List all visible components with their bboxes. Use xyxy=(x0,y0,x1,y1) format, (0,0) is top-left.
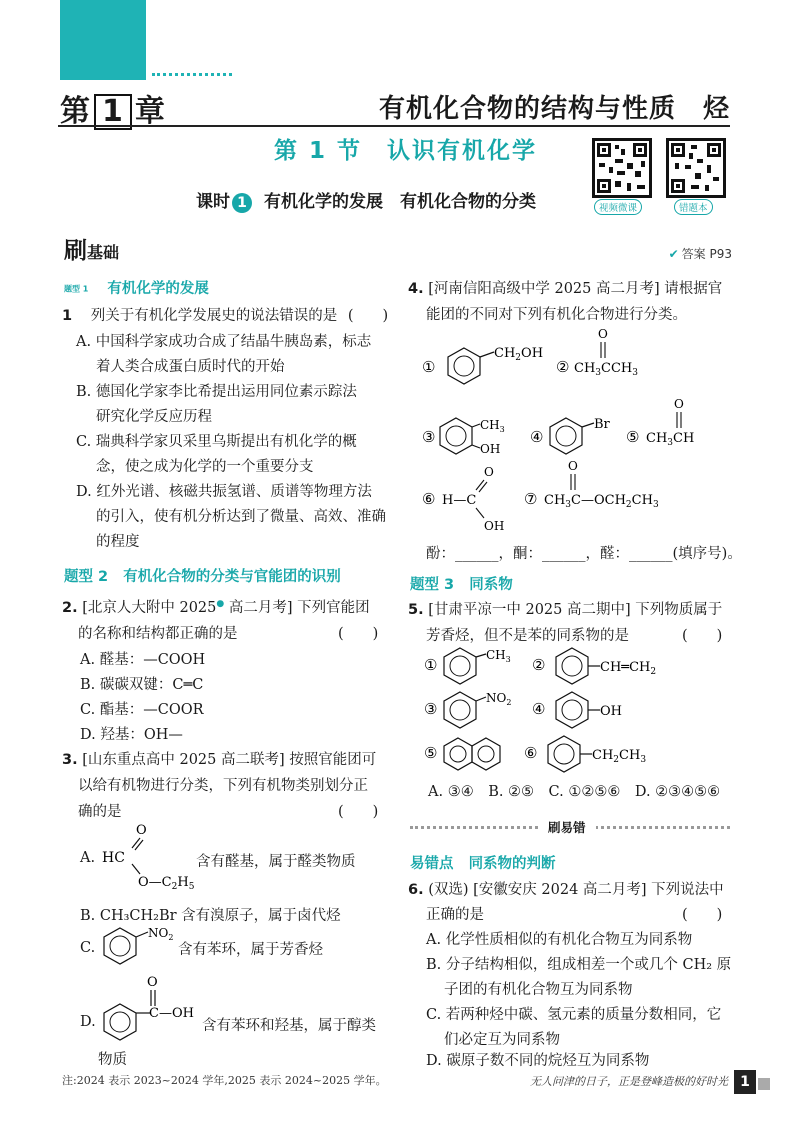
q1-stem xyxy=(62,304,388,325)
q1-answer-paren: ( ) xyxy=(347,308,389,324)
svg-text:O: O xyxy=(147,975,158,990)
q2-option-b: B. 碳碳双键：C═C xyxy=(80,677,204,693)
q1-number: 1 xyxy=(62,308,73,324)
lesson-title xyxy=(196,187,536,213)
q2-stem xyxy=(62,596,370,617)
q3-option-a-label: A. xyxy=(80,850,96,866)
svg-text:OH: OH xyxy=(600,704,622,719)
topic-2-title: 有机化合物的分类与官能团的识别 xyxy=(123,569,341,585)
q2-answer-paren: ( ) xyxy=(338,626,379,642)
svg-text:CH3: $CH_3$ xyxy=(486,648,511,664)
svg-text:H—C: H—C xyxy=(442,493,477,508)
topic-1-title: 有机化学的发展 xyxy=(107,281,209,297)
q6-option-d: D. 碳原子数不同的烷烃互为同系物 xyxy=(426,1053,650,1069)
chapter-label xyxy=(60,86,166,130)
svg-text:Br: Br xyxy=(594,417,610,432)
qr-code-mistakes-icon[interactable] xyxy=(666,138,726,198)
q6-stem xyxy=(408,878,724,899)
q2-option-c: C. 酯基：—COOR xyxy=(80,702,204,718)
svg-text:CH3CH: $CH_3CH$ xyxy=(646,431,695,448)
q1-option-c: C. 瑞典科学家贝采里乌斯提出有机化学的概 xyxy=(76,434,357,450)
svg-text:O—C2H5: $O—C_2H_5$ xyxy=(138,875,195,892)
q5-answer-paren: ( ) xyxy=(682,628,723,644)
page-decoration xyxy=(758,1078,770,1090)
lesson-number: 1 xyxy=(232,193,252,213)
q5-number: 5. xyxy=(408,602,424,618)
footer-motto: 无人问津的日子，正是登峰造极的好时光 xyxy=(530,1075,728,1088)
q3-option-a-structure xyxy=(98,820,198,892)
chapter-divider xyxy=(58,125,730,127)
q6-option-a: A. 化学性质相似的有机化合物互为同系物 xyxy=(426,932,693,948)
basics-title-small: 基础 xyxy=(87,243,120,262)
q6-stem-a: (双选) [安徽安庆 2024 高二月考] 下列说法中 xyxy=(428,882,724,898)
svg-text:OH: OH xyxy=(484,519,505,533)
lesson-prefix: 课时 xyxy=(196,192,230,212)
mistake-point-heading xyxy=(410,852,556,873)
basics-heading xyxy=(64,232,119,265)
svg-text:OH: OH xyxy=(480,442,501,456)
topic-2-label: 题型 2 xyxy=(64,569,109,585)
mistakes-tag: 刷易错 xyxy=(538,816,596,838)
qr-code-video-icon[interactable] xyxy=(592,138,652,198)
topic-1-label: 题型 1 xyxy=(64,284,89,294)
q4-stem-line2: 能团的不同对下列有机化合物进行分类。 xyxy=(426,307,687,323)
answer-reference xyxy=(669,245,732,262)
header-dots xyxy=(152,73,232,76)
svg-text:HC: HC xyxy=(102,850,125,866)
mistake-point-title: 同系物的判断 xyxy=(468,856,556,872)
topic-3-label: 题型 3 xyxy=(410,577,455,593)
basics-title-big: 刷 xyxy=(64,238,87,264)
svg-text:⑥: ⑥ xyxy=(422,490,436,508)
svg-text:CH2CH3: $CH_2CH_3$ xyxy=(592,748,647,765)
svg-text:④: ④ xyxy=(532,700,546,718)
mistake-point-label: 易错点 xyxy=(410,856,454,872)
q3-option-d-text2: 物质 xyxy=(98,1052,127,1068)
svg-text:CH3CCH3: $CH_3CCH_3$ xyxy=(574,361,638,378)
q2-stem-c: 的名称和结构都正确的是 xyxy=(78,626,238,642)
q2-number: 2. xyxy=(62,600,78,616)
svg-text:CH3C—OCH2CH3: $CH_3C—OCH_2CH_3$ xyxy=(544,493,659,510)
svg-text:⑤: ⑤ xyxy=(626,428,640,446)
q3-stem-line3: 确的是 xyxy=(78,804,122,820)
q4-structures xyxy=(420,326,740,536)
q6-option-c-cont: 们必定互为同系物 xyxy=(444,1032,560,1048)
svg-text:O: O xyxy=(674,397,684,411)
q1-option-c-cont: 念，使之成为化学的一个重要分支 xyxy=(96,459,314,475)
info-icon: ● xyxy=(216,599,225,610)
lesson-title-text: 有机化学的发展 有机化合物的分类 xyxy=(264,192,536,212)
svg-text:③: ③ xyxy=(422,428,436,446)
q1-option-a-cont: 着人类合成蛋白质时代的开始 xyxy=(96,359,285,375)
svg-text:O: O xyxy=(568,459,578,473)
svg-text:O: O xyxy=(136,823,147,838)
chapter-number: 1 xyxy=(94,94,132,130)
q1-option-b: B. 德国化学家李比希提出运用同位素示踪法 xyxy=(76,384,357,400)
svg-text:O: O xyxy=(484,465,494,479)
q2-option-a: A. 醛基：—COOH xyxy=(80,652,206,668)
svg-text:O: O xyxy=(598,327,608,341)
footer-note: 注:2024 表示 2023~2024 学年,2025 表示 2024~2025 学年。 xyxy=(62,1074,387,1087)
svg-text:⑦: ⑦ xyxy=(524,490,538,508)
topic-1-heading xyxy=(64,277,209,298)
svg-text:CH2OH: $CH_2OH$ xyxy=(494,346,544,363)
svg-text:⑤: ⑤ xyxy=(424,744,438,762)
q4-number: 4. xyxy=(408,281,424,297)
q4-blank-line[interactable]: 酚：______，酮：______，醛：______(填序号)。 xyxy=(426,546,742,562)
q4-stem-a: [河南信阳高级中学 2025 高二月考] 请根据官 xyxy=(428,281,723,297)
q3-option-d-structure xyxy=(98,974,202,1044)
topic-3-title: 同系物 xyxy=(469,577,513,593)
svg-text:④: ④ xyxy=(530,428,544,446)
q2-option-d: D. 羟基：OH— xyxy=(80,727,183,743)
q5-stem-line2: 芳香烃，但不是苯的同系物的是 xyxy=(426,628,629,644)
svg-text:⑥: ⑥ xyxy=(524,744,538,762)
check-icon: ✔ xyxy=(668,247,679,261)
q3-stem-a: [山东重点高中 2025 高二联考] 按照官能团可 xyxy=(82,752,377,768)
svg-text:CH3: $CH_3$ xyxy=(480,418,505,434)
q3-option-b: B. CH₃CH₂Br 含有溴原子，属于卤代烃 xyxy=(80,908,341,924)
svg-text:②: ② xyxy=(556,358,570,376)
q6-stem-line2: 正确的是 xyxy=(426,907,484,923)
q6-option-c: C. 若两种烃中碳、氢元素的质量分数相同，它 xyxy=(426,1007,722,1023)
qr-label-video: 视频微课 xyxy=(594,199,642,215)
q5-structures xyxy=(420,644,740,774)
svg-text:①: ① xyxy=(422,358,436,376)
q1-stem-text: 列关于有机化学发展史的说法错误的是 xyxy=(90,308,338,324)
topic-3-heading xyxy=(410,573,513,594)
svg-text:③: ③ xyxy=(424,700,438,718)
q4-stem xyxy=(408,277,722,298)
q2-stem-line2 xyxy=(78,622,238,643)
q6-option-b: B. 分子结构相似，组成相差一个或几个 CH₂ 原 xyxy=(426,957,732,973)
svg-text:②: ② xyxy=(532,656,546,674)
svg-text:NO2: $NO_2$ xyxy=(486,691,512,707)
q3-option-c-structure xyxy=(98,924,180,968)
q3-answer-paren: ( ) xyxy=(338,804,379,820)
q5-options: A. ③④ B. ②⑤ C. ①②⑤⑥ D. ②③④⑤⑥ xyxy=(428,784,721,800)
svg-text:CH═CH2: $CH═CH_2$ xyxy=(600,660,657,677)
q3-stem xyxy=(62,748,376,769)
q1-option-d: D. 红外光谱、核磁共振氢谱、质谱等物理方法 xyxy=(76,484,372,500)
topic-2-heading xyxy=(64,565,341,586)
page-number: 1 xyxy=(734,1070,756,1094)
svg-text:①: ① xyxy=(424,656,438,674)
q1-option-d-cont2: 的程度 xyxy=(96,534,140,550)
answer-ref-text: 答案 P93 xyxy=(681,247,732,261)
q3-number: 3. xyxy=(62,752,78,768)
q3-option-d-label: D. xyxy=(80,1014,96,1030)
q6-number: 6. xyxy=(408,882,424,898)
q5-stem xyxy=(408,598,722,619)
q1-option-a: A. 中国科学家成功合成了结晶牛胰岛素，标志 xyxy=(76,334,372,350)
q6-option-b-cont: 子团的有机化合物互为同系物 xyxy=(444,982,633,998)
section-title: 第 1 节 认识有机化学 xyxy=(274,138,538,164)
header-color-block xyxy=(60,0,146,80)
q3-option-c-label: C. xyxy=(80,940,96,956)
q3-option-a-text: 含有醛基，属于醛类物质 xyxy=(196,854,356,870)
q3-stem-line2: 以给有机物进行分类，下列有机物类别划分正 xyxy=(78,778,368,794)
q3-option-d-text: 含有苯环和羟基，属于醇类 xyxy=(202,1018,376,1034)
q5-stem-a: [甘肃平凉一中 2025 高二期中] 下列物质属于 xyxy=(428,602,723,618)
qr-label-mistakes: 错题本 xyxy=(674,199,713,215)
svg-text:NO2: $NO_2$ xyxy=(148,926,174,942)
q3-option-c-text: 含有苯环，属于芳香烃 xyxy=(178,942,323,958)
q1-option-b-cont: 研究化学反应历程 xyxy=(96,409,212,425)
chapter-suffix: 章 xyxy=(134,94,166,129)
q2-stem-a: [北京人大附中 2025 xyxy=(82,600,217,616)
svg-text:C—OH: C—OH xyxy=(149,1006,194,1021)
chapter-prefix: 第 xyxy=(60,94,91,129)
q6-answer-paren: ( ) xyxy=(682,907,723,923)
chapter-title: 有机化合物的结构与性质 烃 xyxy=(378,94,730,124)
q2-stem-b: 高二月考] 下列官能团 xyxy=(224,600,370,616)
q1-option-d-cont1: 的引入，使有机分析达到了微量、高效、准确 xyxy=(96,509,386,525)
